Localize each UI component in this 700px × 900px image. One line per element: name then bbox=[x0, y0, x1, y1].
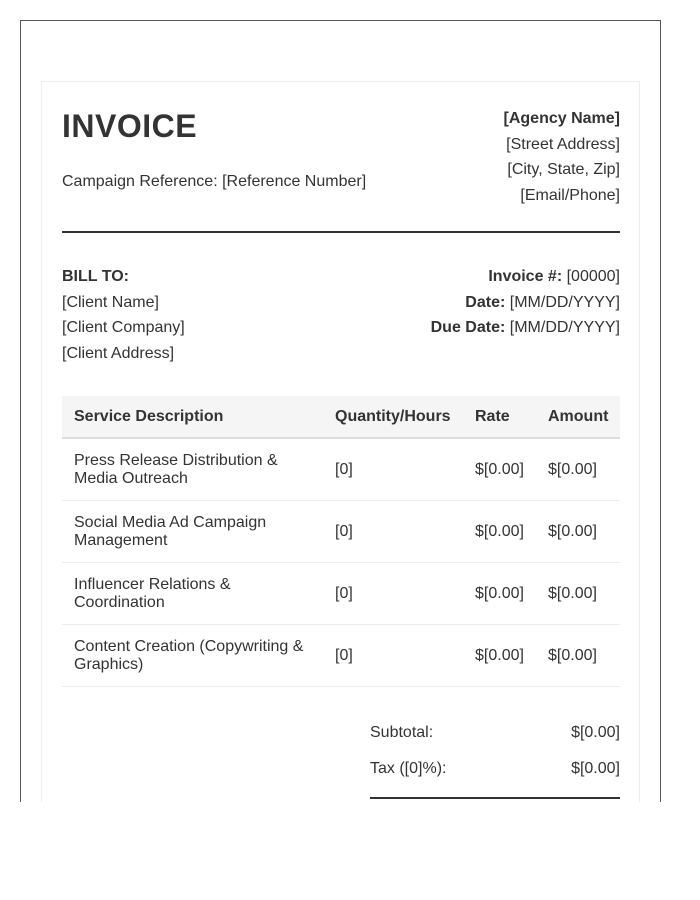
rate-cell: $[0.00] bbox=[463, 625, 536, 687]
amount-cell: $[0.00] bbox=[536, 501, 620, 563]
amount-cell: $[0.00] bbox=[536, 563, 620, 625]
service-description-cell: Content Creation (Copywriting & Graphics) bbox=[62, 625, 323, 687]
due-date-label: Due Date: bbox=[430, 319, 506, 337]
services-table bbox=[62, 396, 620, 687]
client-name: [Client Name] bbox=[62, 293, 159, 311]
agency-contact: [Email/Phone] bbox=[520, 187, 620, 205]
header-amount: Amount bbox=[536, 396, 620, 438]
tax-row bbox=[370, 751, 620, 787]
agency-info bbox=[504, 106, 620, 209]
rate-cell: $[0.00] bbox=[463, 501, 536, 563]
due-date bbox=[431, 315, 620, 341]
service-description-cell: Influencer Relations & Coordination bbox=[62, 563, 323, 625]
subtotal-value: $[0.00] bbox=[571, 724, 620, 741]
client-company: [Client Company] bbox=[62, 319, 185, 337]
campaign-reference-label: Campaign Reference: bbox=[62, 173, 218, 190]
quantity-cell: [0] bbox=[323, 501, 463, 563]
table-row bbox=[62, 563, 620, 625]
bill-to-label: BILL TO: bbox=[62, 268, 129, 285]
invoice-number-value: [00000] bbox=[566, 268, 620, 285]
header-rate: Rate bbox=[463, 396, 536, 438]
campaign-reference bbox=[62, 173, 366, 191]
invoice-header bbox=[62, 82, 620, 233]
table-row bbox=[62, 438, 620, 501]
table-header-row bbox=[62, 396, 620, 438]
invoice-date bbox=[431, 290, 620, 316]
due-date-value: [MM/DD/YYYY] bbox=[509, 319, 620, 337]
amount-cell: $[0.00] bbox=[536, 438, 620, 501]
header-quantity-hours: Quantity/Hours bbox=[323, 396, 463, 438]
rate-cell: $[0.00] bbox=[463, 438, 536, 501]
invoice-card bbox=[41, 81, 640, 802]
table-row bbox=[62, 625, 620, 687]
totals-section bbox=[370, 715, 620, 799]
invoice-title: INVOICE bbox=[62, 108, 198, 144]
rate-cell: $[0.00] bbox=[463, 563, 536, 625]
agency-name: [Agency Name] bbox=[503, 110, 620, 127]
billing-section bbox=[62, 233, 620, 396]
quantity-cell: [0] bbox=[323, 625, 463, 687]
service-description-cell: Press Release Distribution & Media Outreach bbox=[62, 438, 323, 501]
invoice-body bbox=[62, 82, 620, 799]
invoice-date-value: [MM/DD/YYYY] bbox=[509, 293, 620, 311]
tax-value: $[0.00] bbox=[571, 760, 620, 777]
subtotal-row bbox=[370, 715, 620, 751]
header-service-description: Service Description bbox=[62, 396, 323, 438]
tax-label: Tax ([0]%): bbox=[370, 760, 447, 777]
quantity-cell: [0] bbox=[323, 438, 463, 501]
bill-to bbox=[62, 264, 185, 367]
invoice-number-label: Invoice #: bbox=[488, 268, 563, 285]
invoice-number bbox=[431, 264, 620, 290]
agency-city: [City, State, Zip] bbox=[507, 161, 620, 179]
agency-street: [Street Address] bbox=[506, 135, 620, 153]
subtotal-label: Subtotal: bbox=[370, 724, 434, 741]
totals-divider bbox=[370, 797, 620, 799]
quantity-cell: [0] bbox=[323, 563, 463, 625]
amount-cell: $[0.00] bbox=[536, 625, 620, 687]
table-row bbox=[62, 501, 620, 563]
client-address: [Client Address] bbox=[62, 345, 175, 363]
service-description-cell: Social Media Ad Campaign Management bbox=[62, 501, 323, 563]
invoice-meta bbox=[431, 264, 620, 341]
invoice-date-label: Date: bbox=[465, 293, 506, 311]
campaign-reference-value: [Reference Number] bbox=[222, 173, 367, 190]
